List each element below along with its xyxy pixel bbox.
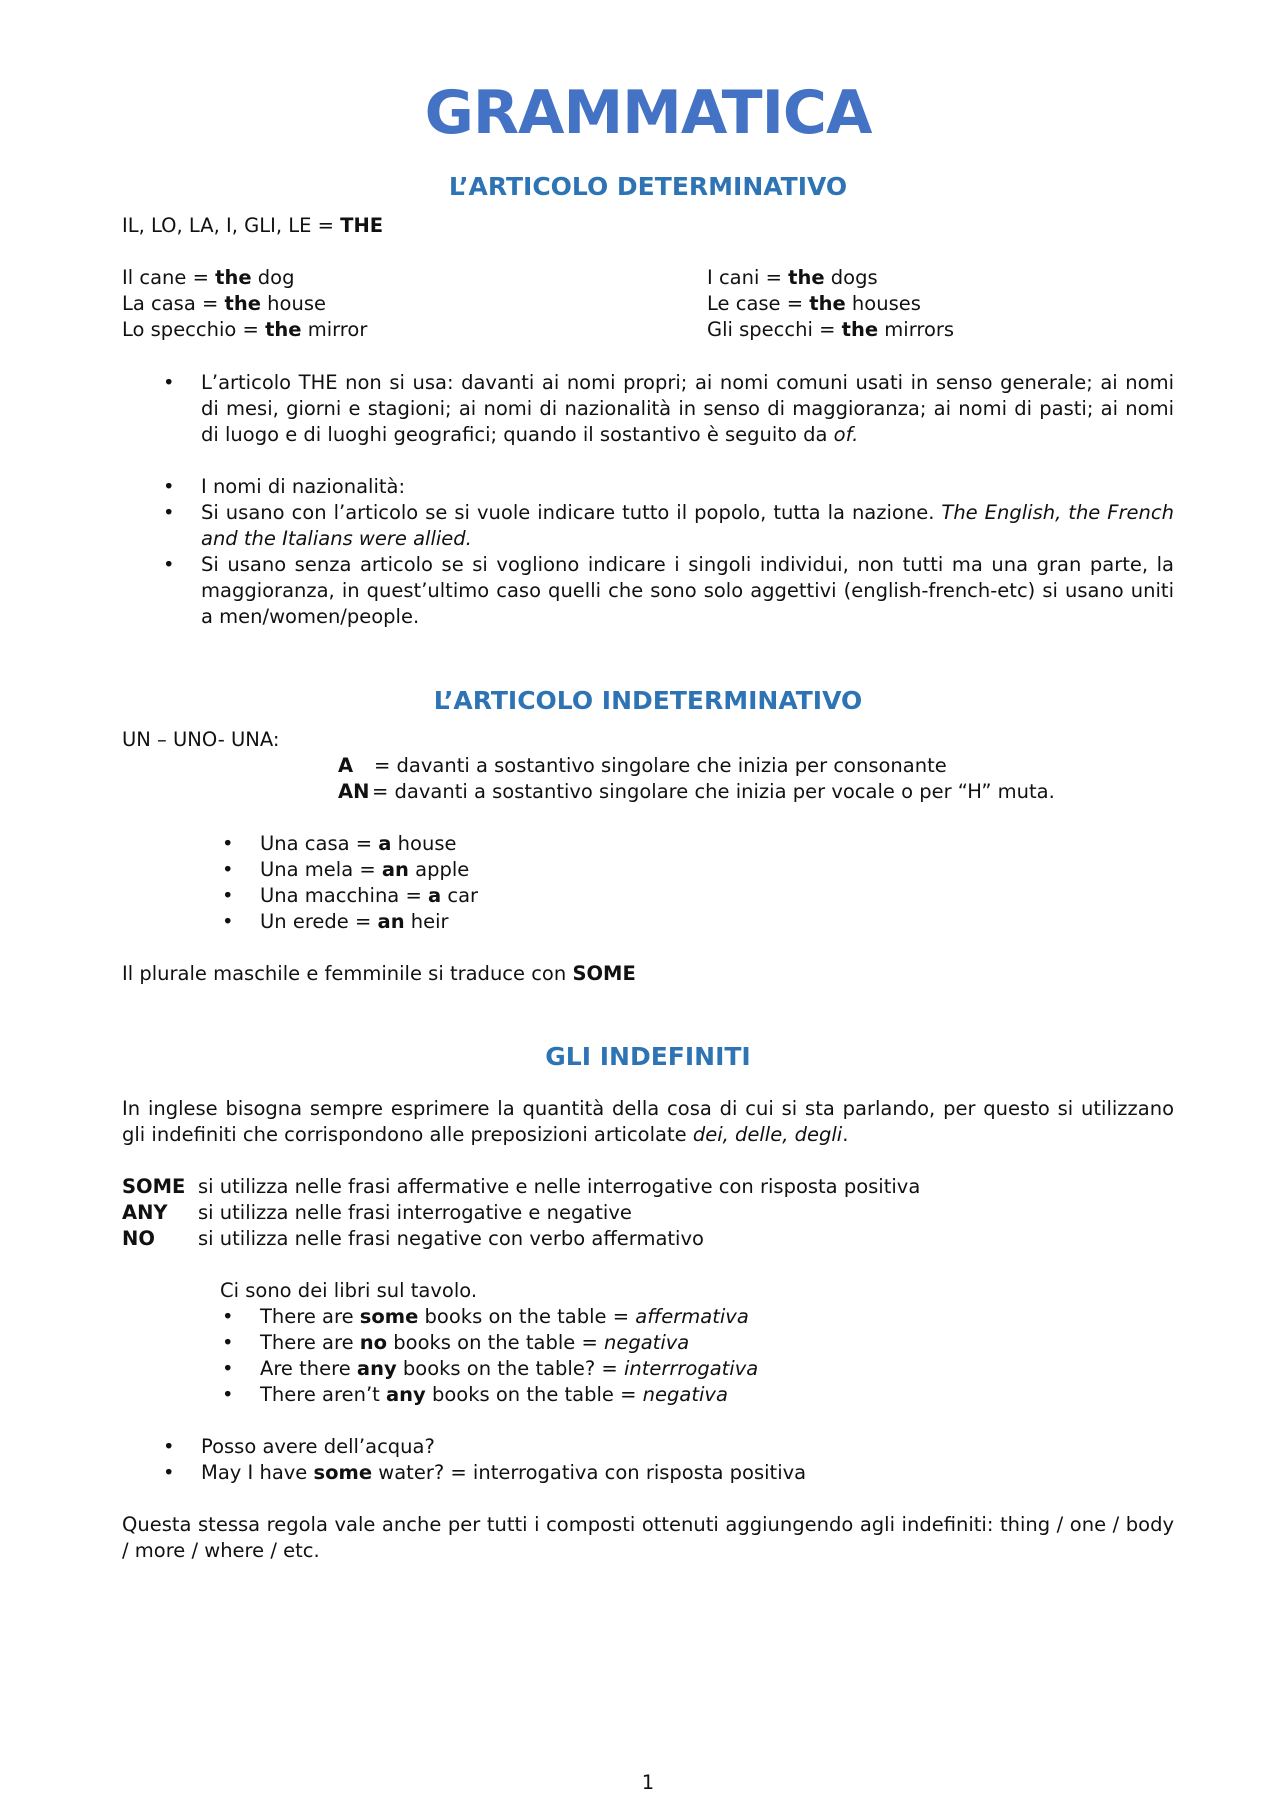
list-item: • Si usano senza articolo se si vogliono indicare i singoli individui, non tutti ma una gran parte, la maggioranza, in quest’ultimo caso quelli che sono solo aggettivi (english-french-etc) si usano uniti a men/women/people. <box>201 552 1174 630</box>
section-heading-determinativo: L’ARTICOLO DETERMINATIVO <box>448 172 848 201</box>
section-heading-indefiniti: GLI INDEFINITI <box>545 1042 751 1071</box>
list-item: • L’articolo THE non si usa: davanti ai nomi propri; ai nomi comuni usati in senso generale; ai nomi di mesi, giorni e stagioni; ai nomi di nazionalità in senso di maggioranza; ai nomi di pasti; ai nomi di luogo e di luoghi geografici; quando il sostantivo è seguito da of. <box>201 370 1174 448</box>
det-intro: IL, LO, LA, I, GLI, LE = THE <box>122 214 384 237</box>
indef-examples-list <box>260 1304 1160 1408</box>
det-pair-right-2: Gli specchi = the mirrors <box>707 318 955 341</box>
det-usage-list <box>201 370 1174 448</box>
document-page <box>122 0 1174 1811</box>
det-pair-right-0: I cani = the dogs <box>707 266 878 289</box>
list-item: • Are there any books on the table? = interrrogativa <box>260 1356 1160 1382</box>
page-title: GRAMMATICA <box>424 78 872 148</box>
det-pair-left-2: Lo specchio = the mirror <box>122 318 368 341</box>
indef-rule-no: NO si utilizza nelle frasi negative con verbo affermativo <box>122 1227 704 1250</box>
list-item: • Una casa = a house <box>260 831 1160 857</box>
det-pair-left-0: Il cane = the dog <box>122 266 295 289</box>
page-number: 1 <box>641 1771 655 1794</box>
list-item: • Posso avere dell’acqua? <box>201 1434 1174 1460</box>
indet-rule-a: A = davanti a sostantivo singolare che inizia per consonante <box>338 754 947 777</box>
indef-rule-any: ANY si utilizza nelle frasi interrogative e negative <box>122 1201 632 1224</box>
indet-rule-an: AN = davanti a sostantivo singolare che inizia per vocale o per “H” muta. <box>338 780 1055 803</box>
list-item: • Una macchina = a car <box>260 883 1160 909</box>
indet-examples-list <box>260 831 1160 935</box>
det-nationality-list <box>201 474 1174 630</box>
indef-intro: In inglese bisogna sempre esprimere la quantità della cosa di cui si sta parlando, per questo si utilizzano gli indefiniti che corrispondono alle preposizioni articolate dei, delle, degli. <box>122 1097 1174 1146</box>
det-pair-left-1: La casa = the house <box>122 292 326 315</box>
indef-water-list <box>201 1434 1174 1486</box>
list-item: • Una mela = an apple <box>260 857 1160 883</box>
list-item: • Un erede = an heir <box>260 909 1160 935</box>
list-item: • There aren’t any books on the table = negativa <box>260 1382 1160 1408</box>
section-heading-indeterminativo: L’ARTICOLO INDETERMINATIVO <box>433 686 863 715</box>
list-item: • There are no books on the table = negativa <box>260 1330 1160 1356</box>
list-item: • There are some books on the table = affermativa <box>260 1304 1160 1330</box>
indet-plural-note: Il plurale maschile e femminile si traduce con SOME <box>122 962 636 985</box>
indef-example-intro: Ci sono dei libri sul tavolo. <box>220 1279 478 1302</box>
indet-intro: UN – UNO- UNA: <box>122 728 280 751</box>
indef-closing: Questa stessa regola vale anche per tutti i composti ottenuti aggiungendo agli indefiniti: thing / one / body / more / where / etc. <box>122 1513 1174 1562</box>
list-item: • May I have some water? = interrogativa con risposta positiva <box>201 1460 1174 1486</box>
indef-rule-some: SOME si utilizza nelle frasi affermative e nelle interrogative con risposta positiva <box>122 1175 921 1198</box>
list-item: • Si usano con l’articolo se si vuole indicare tutto il popolo, tutta la nazione. The English, the French and the Italians were allied. <box>201 500 1174 552</box>
list-item: • I nomi di nazionalità: <box>201 474 1174 500</box>
det-pair-right-1: Le case = the houses <box>707 292 921 315</box>
